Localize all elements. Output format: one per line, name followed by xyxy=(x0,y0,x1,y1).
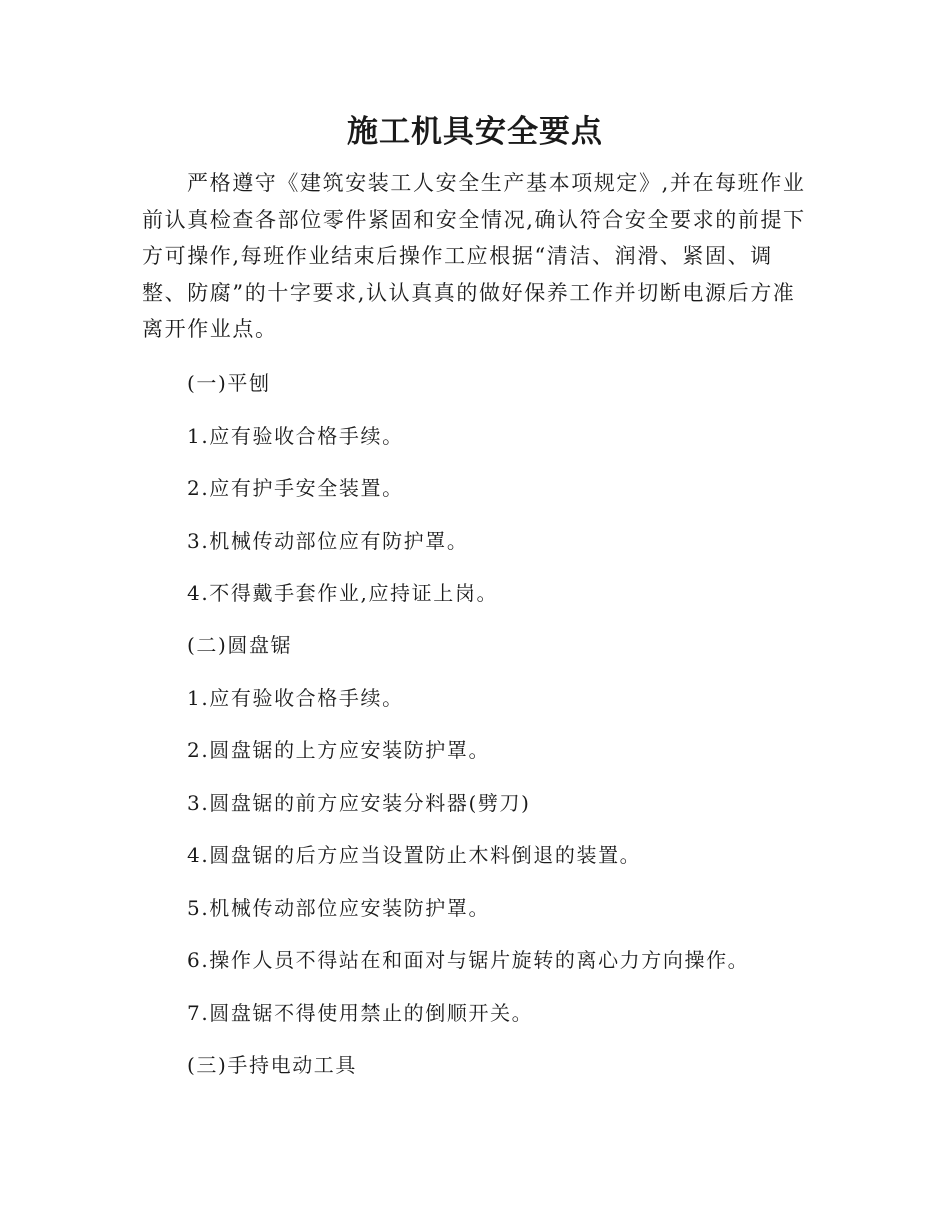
list-item: 7.圆盘锯不得使用禁止的倒顺开关。 xyxy=(187,1001,534,1025)
intro-paragraph: 严格遵守《建筑安装工人安全生产基本项规定》,并在每班作业前认真检查各部位零件紧固和安全情况,确认符合安全要求的前提下方可操作,每班作业结束后操作工应根据“清洁、润滑、紧固、调整、防腐”的十字要求,认认真真的做好保养工作并切断电源后方准离开作业点。 xyxy=(142,171,806,341)
list-item: 1.应有验收合格手续。 xyxy=(187,424,404,448)
list-item: 1.应有验收合格手续。 xyxy=(187,686,404,710)
list-item: 2.圆盘锯的上方应安装防护罩。 xyxy=(187,738,491,762)
list-item: 3.圆盘锯的前方应安装分料器(劈刀) xyxy=(187,791,531,815)
list-item: 5.机械传动部位应安装防护罩。 xyxy=(187,896,491,920)
list-item: 2.应有护手安全装置。 xyxy=(187,476,404,500)
document-title: 施工机具安全要点 xyxy=(347,114,603,150)
section-heading-circular-saw: (二)圆盘锯 xyxy=(187,633,293,657)
list-item: 4.圆盘锯的后方应当设置防止木料倒退的装置。 xyxy=(187,843,642,867)
list-item: 6.操作人员不得站在和面对与锯片旋转的离心力方向操作。 xyxy=(187,948,750,972)
list-item: 3.机械传动部位应有防护罩。 xyxy=(187,529,469,553)
section-heading-planer: (一)平刨 xyxy=(187,371,271,395)
section-heading-power-tools: (三)手持电动工具 xyxy=(187,1053,358,1077)
list-item: 4.不得戴手套作业,应持证上岗。 xyxy=(187,581,499,605)
